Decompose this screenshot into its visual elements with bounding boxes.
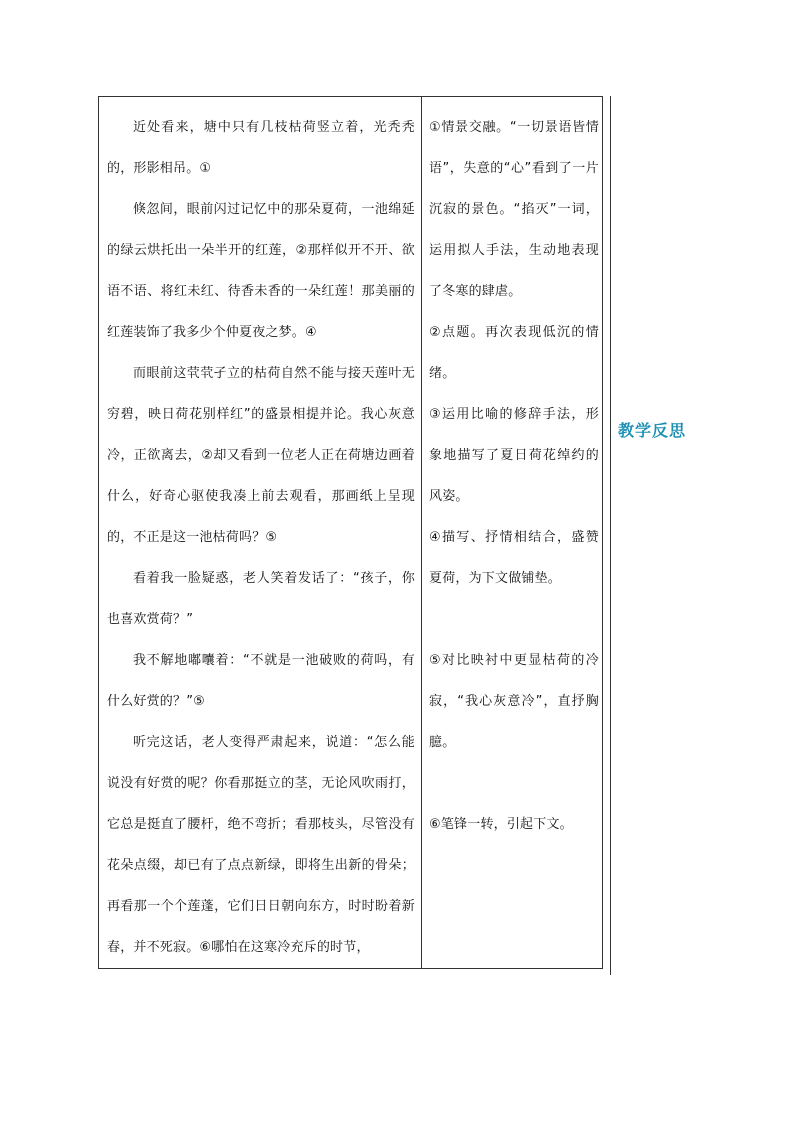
text-column bbox=[107, 107, 415, 968]
column-divider bbox=[421, 97, 422, 968]
text-paragraph-3: 而眼前这茕茕孑立的枯荷自然不能与接天莲叶无穷碧，映日荷花别样红”的盛景相提并论。我心灰意冷，正欲离去，②却又看到一位老人正在荷塘边画着什么，好奇心驱使我凑上前去观看，那画纸上呈现的，不正是这一池枯荷吗？⑤ bbox=[107, 366, 415, 545]
annotation-table bbox=[98, 96, 603, 969]
text-paragraph-5: 我不解地嘟囔着：“不就是一池破败的荷吗，有什么好赏的？”⑤ bbox=[107, 653, 415, 709]
reflection-column-border bbox=[610, 96, 611, 975]
teaching-reflection-label: 教学反思 bbox=[618, 421, 687, 440]
note-4: ④描写、抒情相结合，盛赞夏荷，为下文做铺垫。 bbox=[429, 530, 599, 586]
note-2: ②点题。再次表现低沉的情绪。 bbox=[429, 325, 599, 381]
note-3: ③运用比喻的修辞手法，形象地描写了夏日荷花绰约的风姿。 bbox=[429, 407, 599, 504]
notes-column bbox=[429, 107, 599, 845]
note-5: ⑤对比映衬中更显枯荷的冷寂，“我心灰意冷”，直抒胸臆。 bbox=[429, 653, 599, 750]
text-paragraph-4: 看着我一脸疑惑，老人笑着发话了：“孩子，你也喜欢赏荷？” bbox=[107, 571, 415, 627]
text-paragraph-2: 倏忽间，眼前闪过记忆中的那朵夏荷，一池绵延的绿云烘托出一朵半开的红莲，②那样似开不开、欲语不语、将红未红、待香未香的一朵红莲！那美丽的红莲装饰了我多少个仲夏夜之梦。④ bbox=[107, 202, 415, 340]
note-6: ⑥笔锋一转，引起下文。 bbox=[429, 817, 573, 832]
text-paragraph-1: 近处看来，塘中只有几枝枯荷竖立着，光秃秃的，形影相吊。① bbox=[107, 120, 415, 176]
text-paragraph-6: 听完这话，老人变得严肃起来，说道：“怎么能说没有好赏的呢？你看那挺立的茎，无论风吹雨打，它总是挺直了腰杆，绝不弯折；看那枝头，尽管没有花朵点缀，却已有了点点新绿，即将生出新的骨朵；再看那一个个莲蓬，它们日日朝向东方，时时盼着新春，并不死寂。⑥哪怕在这寒冷充斥的时节， bbox=[107, 735, 415, 955]
note-1: ①情景交融。“一切景语皆情语”，失意的“心”看到了一片沉寂的景色。“掐灭”一词，运用拟人手法，生动地表现了冬寒的肆虐。 bbox=[429, 120, 599, 299]
